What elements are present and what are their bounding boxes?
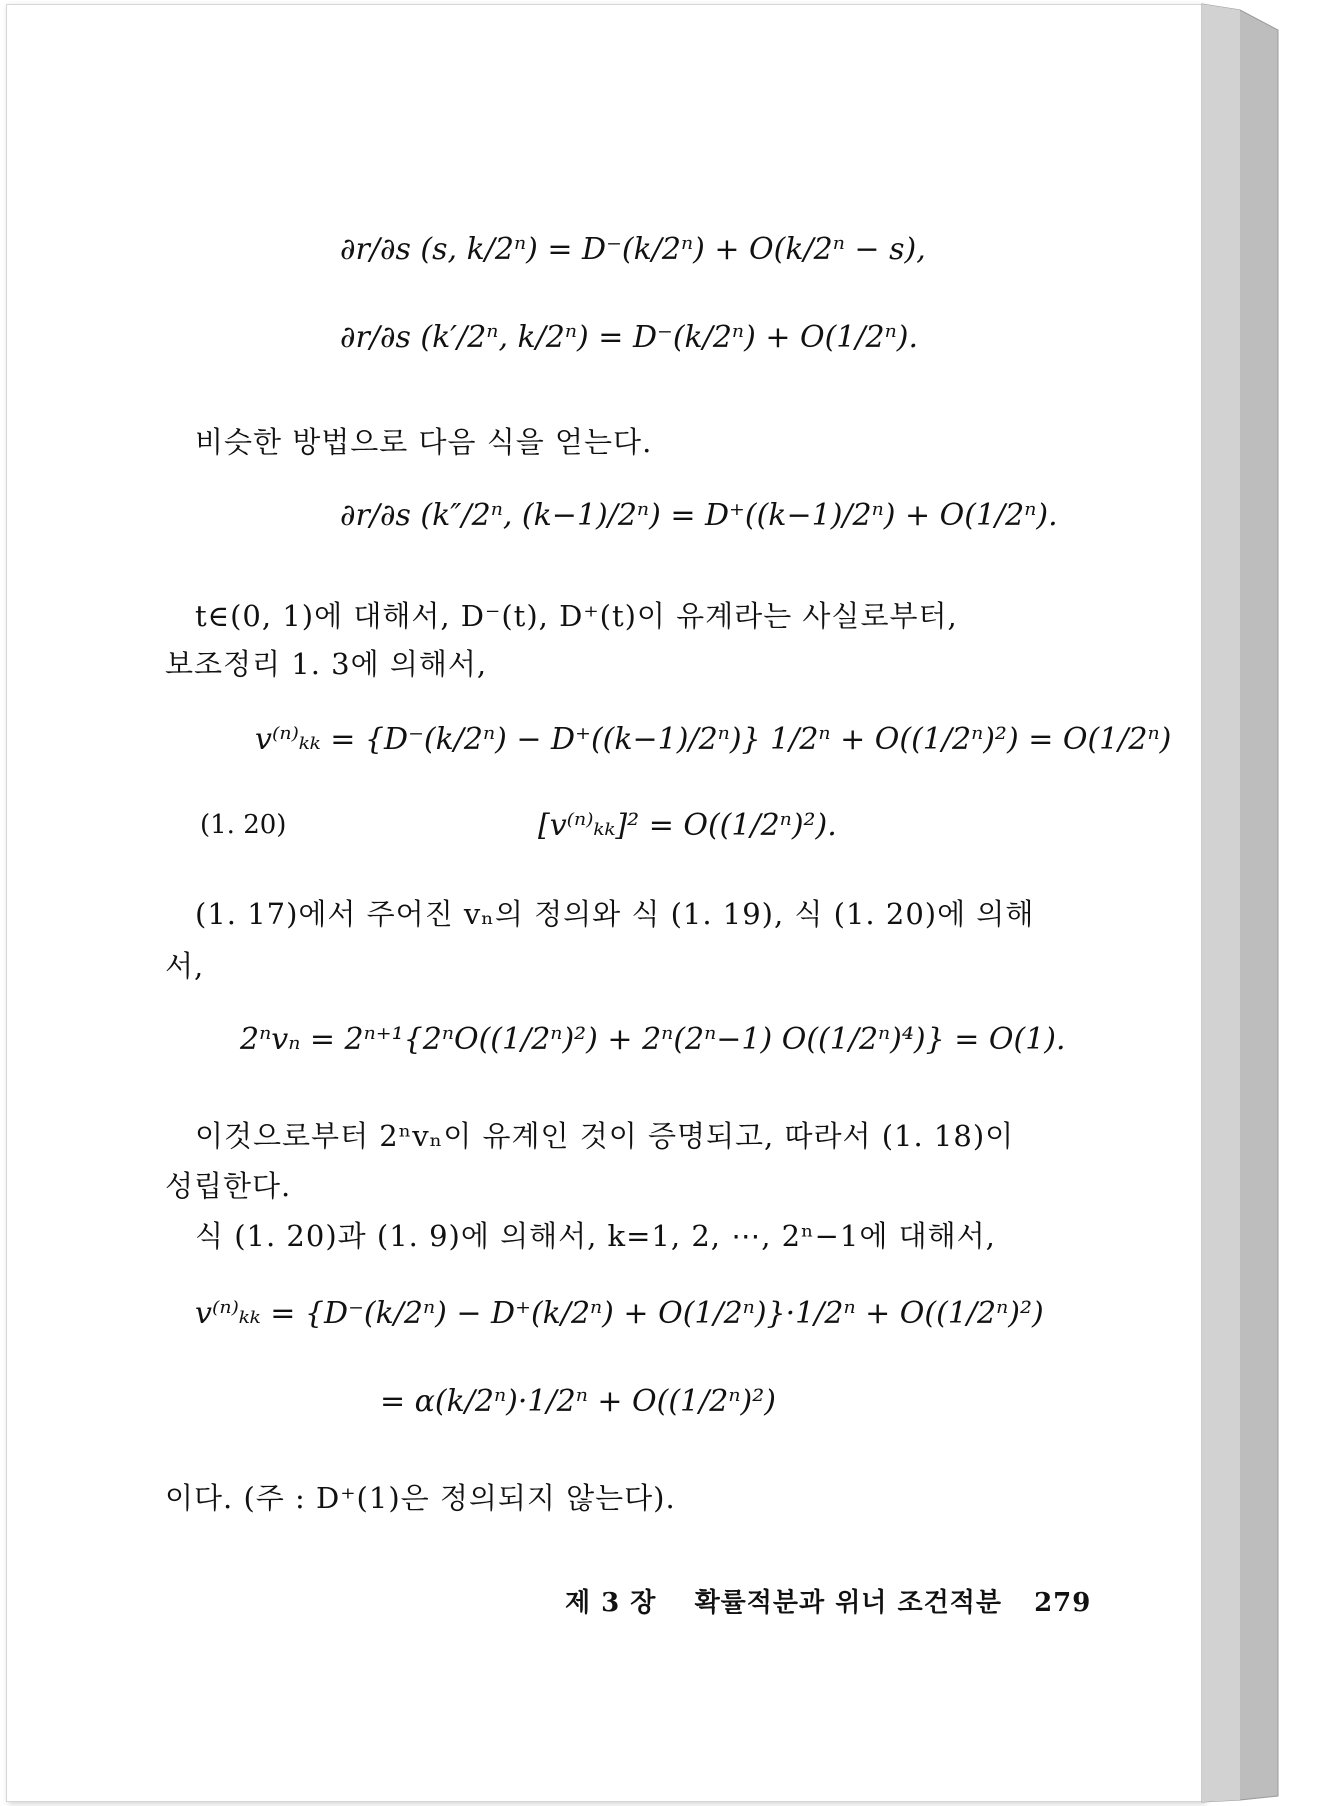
equation-2: ∂r/∂s (k″/2ⁿ, (k−1)/2ⁿ) = D⁺((k−1)/2ⁿ) + O(1/2ⁿ). [340,498,1058,533]
paragraph-definition-b: 서, [165,949,205,983]
equation-1b: ∂r/∂s (k′/2ⁿ, k/2ⁿ) = D⁻(k/2ⁿ) + O(1/2ⁿ). [340,320,918,355]
footer-chapter: 제 3 장 [565,1588,657,1618]
paragraph-similar-method: 비슷한 방법으로 다음 식을 얻는다. [195,425,653,459]
paragraph-formula-intro: 식 (1. 20)과 (1. 9)에 의해서, k=1, 2, ⋯, 2ⁿ−1에 대해서, [195,1219,996,1253]
equation-6b: = α(k/2ⁿ)·1/2ⁿ + O((1/2ⁿ)²) [380,1384,776,1419]
footer-title: 확률적분과 위너 조건적분 [694,1588,1002,1618]
footer-page-number: 279 [1034,1588,1092,1618]
paragraph-bounded-a: t∈(0, 1)에 대해서, D⁻(t), D⁺(t)이 유계라는 사실로부터, [195,599,958,633]
page-footer [565,1582,1091,1619]
equation-5: 2ⁿvₙ = 2ⁿ⁺¹{2ⁿO((1/2ⁿ)²) + 2ⁿ(2ⁿ−1) O((1/2ⁿ)⁴)} = O(1). [240,1022,1066,1057]
equation-6a: v⁽ⁿ⁾ₖₖ = {D⁻(k/2ⁿ) − D⁺(k/2ⁿ) + O(1/2ⁿ)}·1/2ⁿ + O((1/2ⁿ)²) [195,1296,1044,1331]
paragraph-conclusion-a: 이것으로부터 2ⁿvₙ이 유계인 것이 증명되고, 따라서 (1. 18)이 [195,1119,1015,1153]
equation-4: [v⁽ⁿ⁾ₖₖ]² = O((1/2ⁿ)²). [538,808,837,843]
paragraph-conclusion-b: 성립한다. [165,1169,292,1203]
equation-1a: ∂r/∂s (s, k/2ⁿ) = D⁻(k/2ⁿ) + O(k/2ⁿ − s), [340,232,926,267]
equation-3: v⁽ⁿ⁾ₖₖ = {D⁻(k/2ⁿ) − D⁺((k−1)/2ⁿ)} 1/2ⁿ + O((1/2ⁿ)²) = O(1/2ⁿ) [255,722,1172,757]
paragraph-definition-a: (1. 17)에서 주어진 vₙ의 정의와 식 (1. 19), 식 (1. 20)에 의해 [195,897,1035,931]
equation-number: (1. 20) [200,810,287,840]
paragraph-bounded-b: 보조정리 1. 3에 의해서, [165,647,488,681]
paragraph-note: 이다. (주 : D⁺(1)은 정의되지 않는다). [165,1481,676,1515]
